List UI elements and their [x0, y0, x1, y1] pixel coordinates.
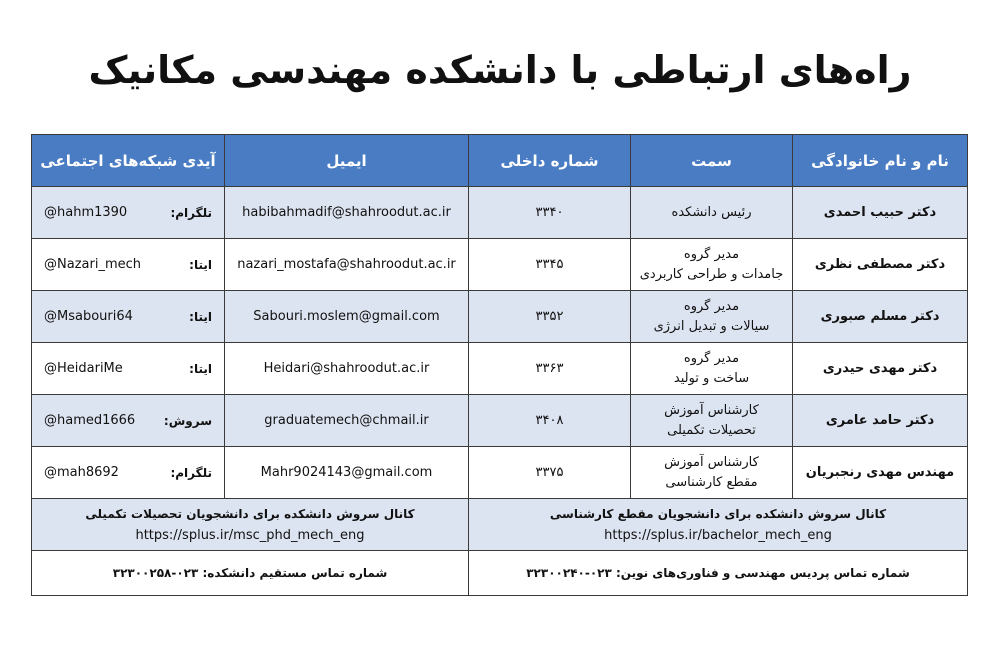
grad-channel	[32, 499, 469, 551]
role-line-1: کارشناس آموزش	[664, 454, 759, 470]
person-role	[631, 447, 793, 499]
bachelor-channel	[469, 499, 968, 551]
extension-number: ۳۳۷۵	[469, 447, 631, 499]
page-title: راه‌های ارتباطی با دانشکده مهندسی مکانیک	[88, 48, 912, 92]
role-line-1: مدیر گروه	[683, 350, 740, 366]
email-address[interactable]: habibahmadif@shahroodut.ac.ir	[225, 187, 469, 239]
person-role	[631, 239, 793, 291]
social-handle[interactable]: @hamed1666	[44, 413, 136, 428]
person-name: دکتر مهدی حیدری	[793, 343, 968, 395]
social-id	[32, 239, 225, 291]
grad-channel-link[interactable]: https://splus.ir/msc_phd_mech_eng	[135, 527, 365, 543]
person-name: دکتر حامد عامری	[793, 395, 968, 447]
extension-number: ۳۳۵۲	[469, 291, 631, 343]
social-id	[32, 395, 225, 447]
footer-row	[32, 551, 968, 596]
social-id	[32, 343, 225, 395]
email-address[interactable]: Mahr9024143@gmail.com	[225, 447, 469, 499]
person-name: دکتر حبیب احمدی	[793, 187, 968, 239]
header-ext: شماره داخلی	[469, 135, 631, 187]
email-address[interactable]: graduatemech@chmail.ir	[225, 395, 469, 447]
social-handle[interactable]: @mah8692	[44, 465, 119, 480]
social-handle[interactable]: @Nazari_mech	[44, 257, 141, 272]
person-name: دکتر مسلم صبوری	[793, 291, 968, 343]
social-id	[32, 187, 225, 239]
role-line-1: رئیس دانشکده	[671, 204, 752, 220]
social-handle[interactable]: @hahm1390	[44, 205, 128, 220]
bachelor-channel-link[interactable]: https://splus.ir/bachelor_mech_eng	[604, 527, 832, 543]
platform-label: تلگرام:	[170, 465, 212, 480]
platform-label: ایتا:	[189, 257, 212, 272]
header-social: آیدی شبکه‌های اجتماعی	[32, 135, 225, 187]
email-address[interactable]: Sabouri.moslem@gmail.com	[225, 291, 469, 343]
role-line-1: مدیر گروه	[683, 246, 740, 262]
email-address[interactable]: nazari_mostafa@shahroodut.ac.ir	[225, 239, 469, 291]
table-row	[32, 395, 968, 447]
campus-phone: شماره تماس پردیس مهندسی و فناوری‌های نوین: ۰۲۳-۳۲۳۰۰۲۴۰	[469, 551, 968, 596]
table-row	[32, 291, 968, 343]
faculty-phone: شماره تماس مستقیم دانشکده: ۰۲۳-۳۲۳۰۰۲۵۸	[32, 551, 469, 596]
role-line-2: مقطع کارشناسی	[665, 474, 758, 490]
social-id	[32, 447, 225, 499]
email-address[interactable]: Heidari@shahroodut.ac.ir	[225, 343, 469, 395]
contacts-table	[31, 134, 968, 596]
extension-number: ۳۴۰۸	[469, 395, 631, 447]
social-id	[32, 291, 225, 343]
table-row	[32, 447, 968, 499]
platform-label: تلگرام:	[170, 205, 212, 220]
header-role: سمت	[631, 135, 793, 187]
role-line-1: مدیر گروه	[683, 298, 740, 314]
role-line-2: جامدات و طراحی کاربردی	[639, 266, 784, 282]
platform-label: ایتا:	[189, 309, 212, 324]
person-role	[631, 291, 793, 343]
person-name: مهندس مهدی رنجبریان	[793, 447, 968, 499]
extension-number: ۳۳۴۰	[469, 187, 631, 239]
header-name: نام و نام خانوادگی	[793, 135, 968, 187]
table-header-row	[32, 135, 968, 187]
social-handle[interactable]: @Msabouri64	[44, 309, 133, 324]
role-line-2: تحصیلات تکمیلی	[667, 422, 756, 438]
person-name: دکتر مصطفی نظری	[793, 239, 968, 291]
person-role	[631, 395, 793, 447]
social-handle[interactable]: @HeidariMe	[44, 361, 123, 376]
person-role	[631, 187, 793, 239]
table-row	[32, 239, 968, 291]
role-line-2: سیالات و تبدیل انرژی	[653, 318, 770, 334]
grad-channel-title: کانال سروش دانشکده برای دانشجویان تحصیلات تکمیلی	[85, 506, 415, 521]
person-role	[631, 343, 793, 395]
platform-label: سروش:	[163, 413, 212, 428]
extension-number: ۳۳۴۵	[469, 239, 631, 291]
channels-row	[32, 499, 968, 551]
table-row	[32, 187, 968, 239]
header-email: ایمیل	[225, 135, 469, 187]
table-row	[32, 343, 968, 395]
role-line-1: کارشناس آموزش	[664, 402, 759, 418]
role-line-2: ساخت و تولید	[673, 370, 750, 386]
bachelor-channel-title: کانال سروش دانشکده برای دانشجویان مقطع کارشناسی	[549, 506, 887, 521]
platform-label: ایتا:	[189, 361, 212, 376]
extension-number: ۳۳۶۳	[469, 343, 631, 395]
